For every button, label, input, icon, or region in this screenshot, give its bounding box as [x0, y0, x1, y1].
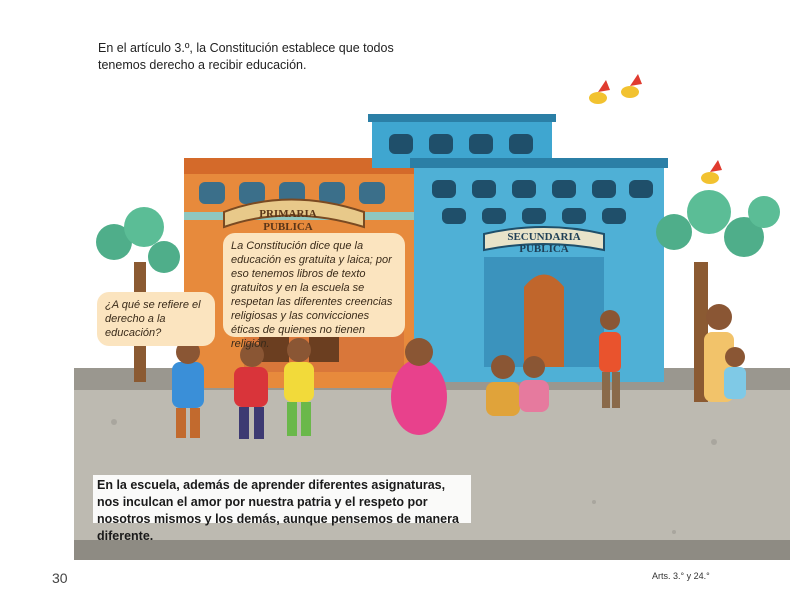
child-crutches: [599, 310, 621, 408]
man-and-girl-right: [704, 304, 746, 402]
secundaria-sign-line1: SECUNDARIA: [507, 231, 581, 243]
secundaria-sign-line2: PUBLICA: [519, 243, 569, 255]
caption-box: En la escuela, además de aprender diferentes asignaturas, nos inculcan el amor por nuestra patria y el respeto por nosotros mismos y los demás, aunque pensemos de manera diferente.: [93, 475, 471, 523]
speech-bubble-question: ¿A qué se refiere el derecho a la educación?: [97, 292, 215, 346]
articles-reference: Arts. 3.° y 24.°: [652, 571, 710, 581]
intro-paragraph: En el artículo 3.º, la Constitución establece que todos tenemos derecho a recibir educación.: [98, 41, 394, 72]
primaria-sign-line2: PUBLICA: [263, 221, 313, 233]
page-number: 30: [52, 570, 68, 586]
primaria-sign-line1: PRIMARIA: [259, 208, 317, 220]
speech-bubble-answer: La Constitución dice que la educación es gratuita y laica; por eso tenemos libros de texto gratuitos y en la escuela se respetan las diferentes creencias religiosas y las convicciones éticas de quienes no tienen religión.: [223, 233, 405, 337]
